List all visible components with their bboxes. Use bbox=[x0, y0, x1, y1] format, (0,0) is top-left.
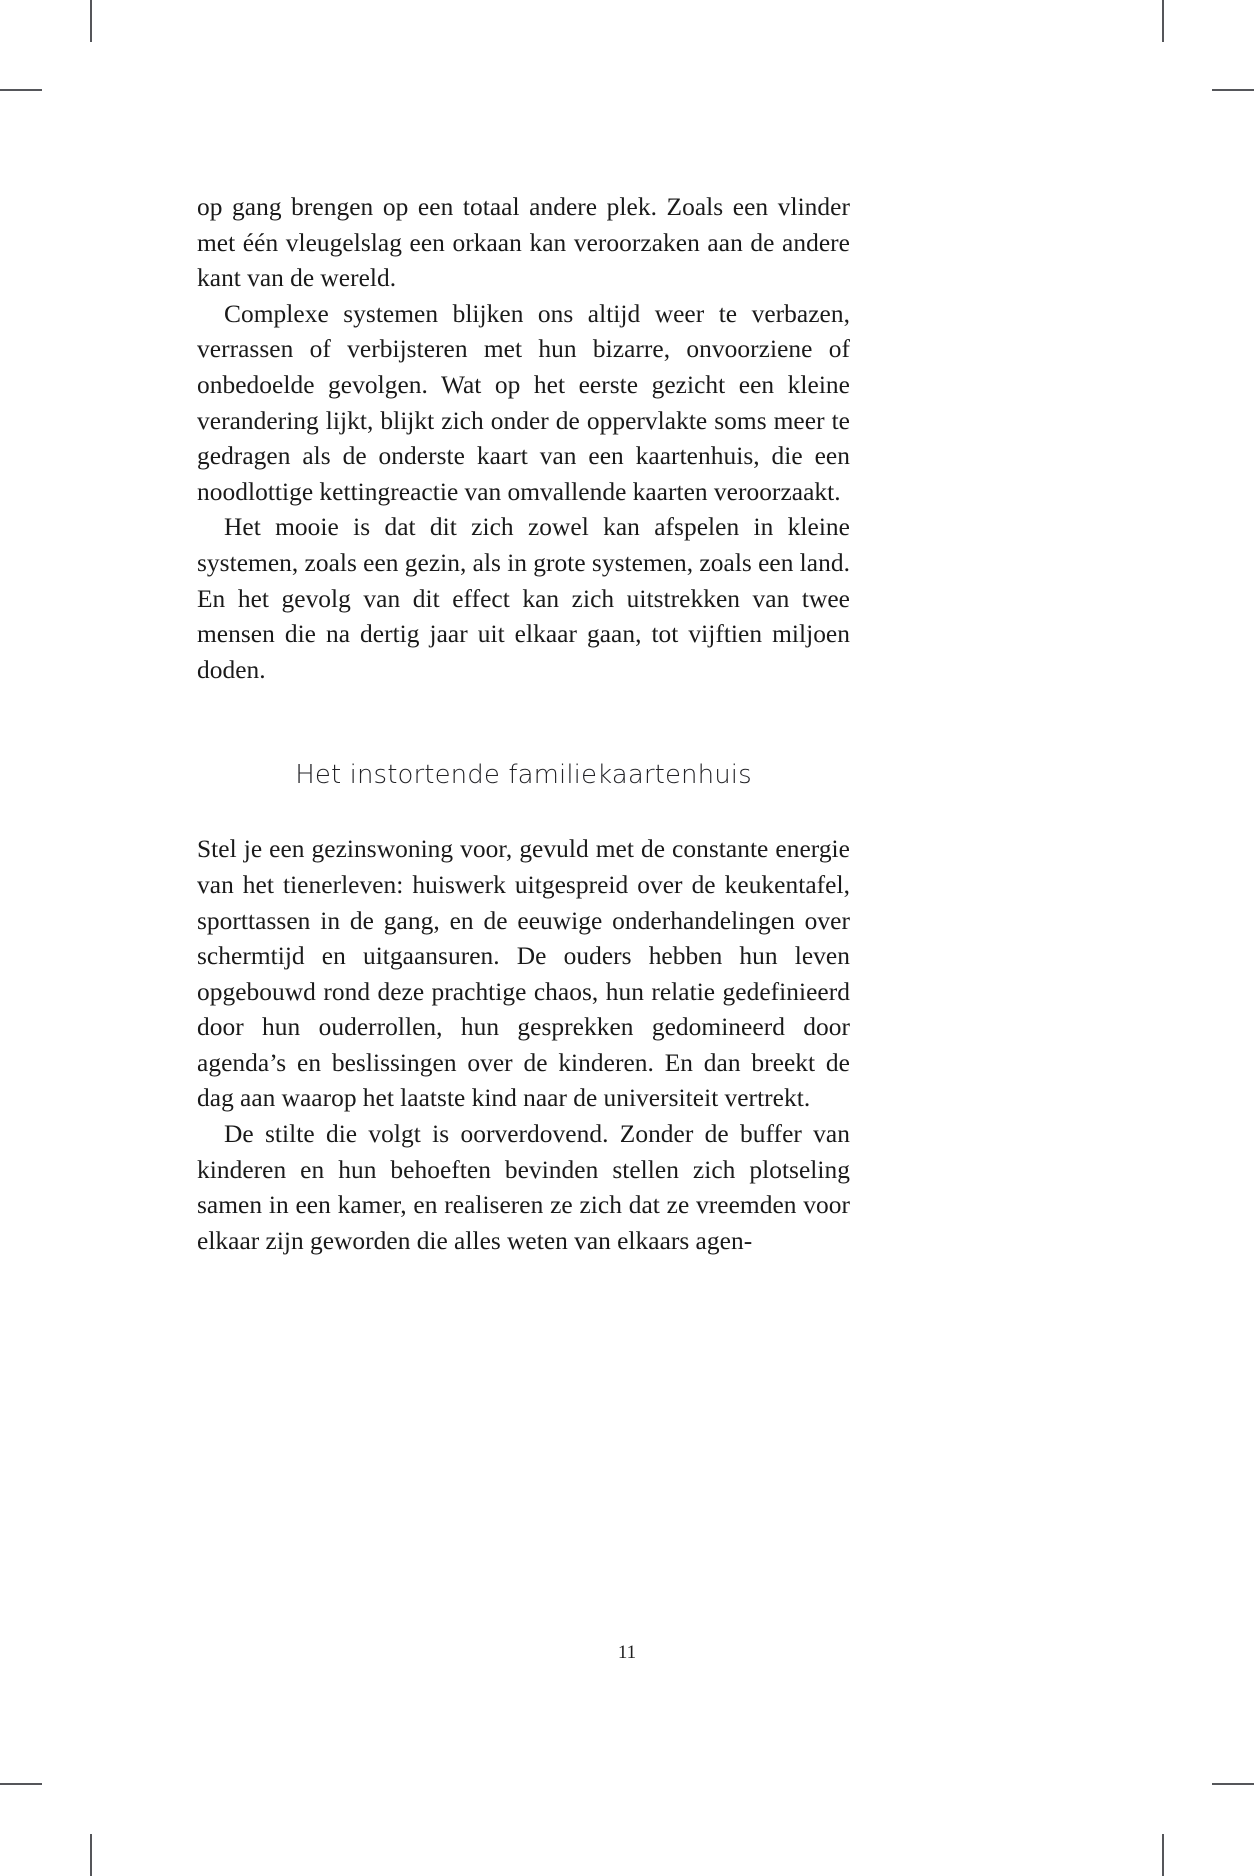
crop-mark-bottom-left-horizontal bbox=[0, 1783, 42, 1785]
body-paragraph-4: Stel je een gezinswoning voor, gevuld met de constante energie van het tienerleven: huiswerk uitgespreid over de keukentafel, sporttassen in de gang, en de eeuwige onderhandelingen over schermtijd en uitgaansuren. De ouders hebben hun leven opgebouwd rond deze prachtige chaos, hun relatie gedefinieerd door hun ouderrollen, hun gesprekken gedomineerd door agenda’s en beslissingen over de kinderen. En dan breekt de dag aan waarop het laatste kind naar de universiteit vertrekt. bbox=[197, 835, 850, 1113]
crop-mark-bottom-right-horizontal bbox=[1212, 1783, 1254, 1785]
crop-mark-top-left-horizontal bbox=[0, 89, 42, 91]
crop-mark-top-right-horizontal bbox=[1212, 89, 1254, 91]
crop-mark-top-left-vertical bbox=[90, 0, 92, 42]
body-paragraph-1: op gang brengen op een totaal andere plek. Zoals een vlinder met één vleugelslag een orkaan kan veroorzaken aan de andere kant van de wereld. bbox=[197, 193, 850, 293]
body-paragraph-5: De stilte die volgt is oorverdovend. Zonder de buffer van kinderen en hun behoeften bevinden stellen zich plotseling samen in een kamer, en realiseren ze zich dat ze vreemden voor elkaar zijn geworden die alles weten van elkaars agen- bbox=[197, 1120, 850, 1255]
crop-mark-top-right-vertical bbox=[1162, 0, 1164, 42]
body-paragraph-2: Complexe systemen blijken ons altijd weer te verbazen, verrassen of verbijsteren met hun bizarre, onvoorziene of onbedoelde gevolgen. Wat op het eerste gezicht een kleine verandering lijkt, blijkt zich onder de oppervlakte soms meer te gedragen als de onderste kaart van een kaartenhuis, die een noodlottige kettingreactie van omvallende kaarten veroorzaakt. bbox=[197, 299, 850, 506]
crop-mark-bottom-left-vertical bbox=[90, 1834, 92, 1876]
crop-mark-bottom-right-vertical bbox=[1162, 1834, 1164, 1876]
page-number: 11 bbox=[617, 1642, 637, 1663]
section-heading: Het instortende familiekaartenhuis bbox=[295, 760, 752, 791]
page-text-block bbox=[197, 190, 850, 1259]
body-paragraph-3: Het mooie is dat dit zich zowel kan afspelen in kleine systemen, zoals een gezin, als in grote systemen, zoals een land. En het gevolg van dit effect kan zich uitstrekken van twee mensen die na dertig jaar uit elkaar gaan, tot vijftien miljoen doden. bbox=[197, 513, 850, 684]
